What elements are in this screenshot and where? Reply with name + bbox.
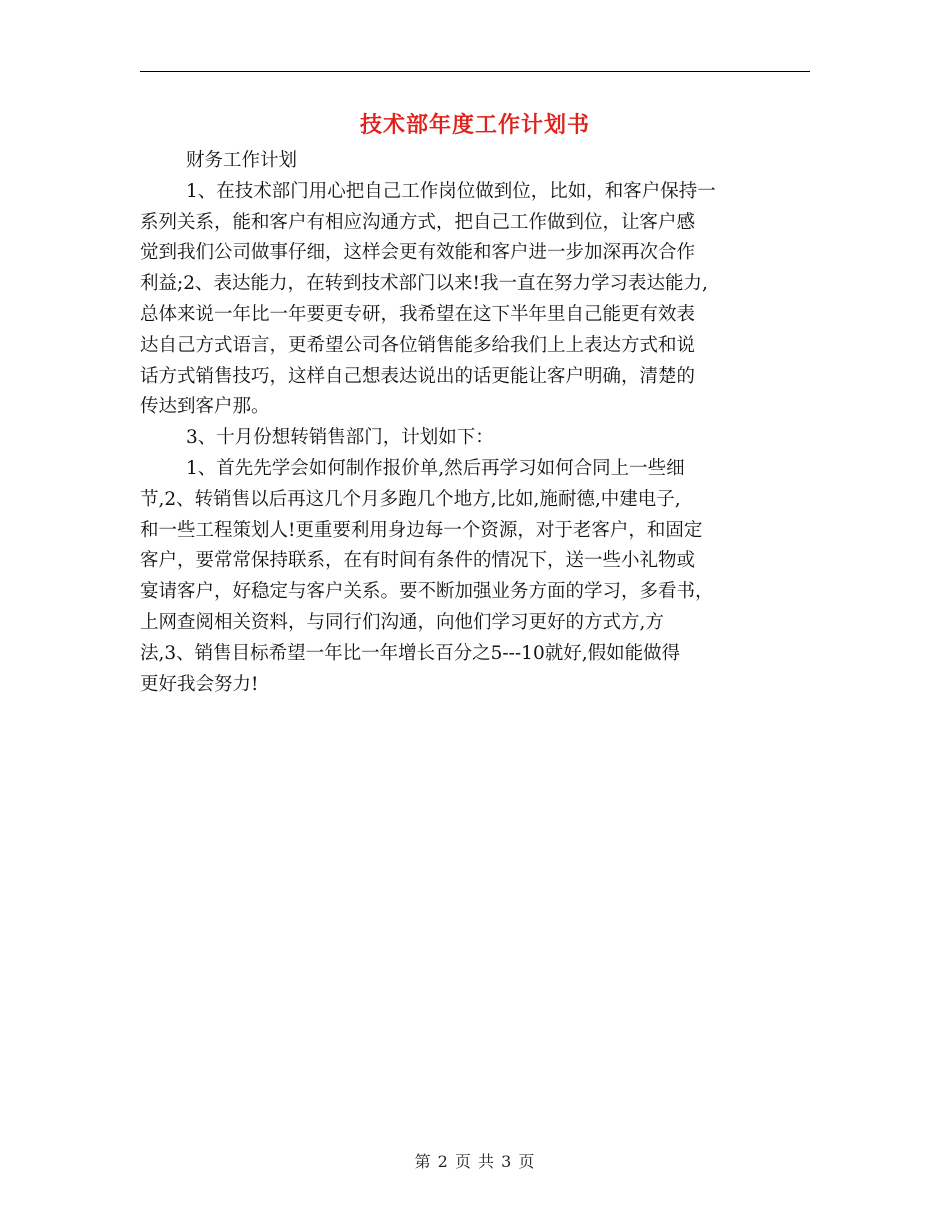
document-title: 技术部年度工作计划书 <box>359 112 590 138</box>
text-line: 话方式销售技巧，这样自己想表达说出的话更能让客户明确，清楚的 <box>140 365 696 387</box>
text-line: 客户，要常常保持联系，在有时间有条件的情况下，送一些小礼物或 <box>140 550 696 572</box>
text-line: 法,3、销售目标希望一年比一年增长百分之5---10就好,假如能做得 <box>140 642 681 664</box>
text-line: 觉到我们公司做事仔细，这样会更有效能和客户进一步加深再次合作 <box>140 242 696 264</box>
text-line: 3、十月份想转销售部门，计划如下： <box>186 427 494 449</box>
text-line: 利益;2、表达能力，在转到技术部门以来!我一直在努力学习表达能力, <box>140 273 708 295</box>
text-line: 和一些工程策划人!更重要利用身边每一个资源，对于老客户，和固定 <box>140 519 703 541</box>
text-line: 节,2、转销售以后再这几个月多跑几个地方,比如,施耐德,中建电子, <box>140 488 681 510</box>
text-line: 1、首先先学会如何制作报价单,然后再学习如何合同上一些细 <box>186 457 685 479</box>
text-line: 财务工作计划 <box>186 150 298 171</box>
text-line: 1、在技术部门用心把自己工作岗位做到位，比如，和客户保持一 <box>186 180 716 202</box>
text-line: 更好我会努力! <box>140 673 259 695</box>
text-line: 总体来说一年比一年要更专研，我希望在这下半年里自己能更有效表 <box>140 303 696 325</box>
text-line: 宴请客户，好稳定与客户关系。要不断加强业务方面的学习，多看书， <box>140 581 714 603</box>
document-body <box>140 146 812 700</box>
text-line: 系列关系，能和客户有相应沟通方式，把自己工作做到位，让客户感 <box>140 211 696 233</box>
text-line: 传达到客户那。 <box>140 396 270 418</box>
text-line: 上网查阅相关资料，与同行们沟通，向他们学习更好的方式方,方 <box>140 611 664 633</box>
page-number: 第 2 页 共 3 页 <box>414 1152 536 1171</box>
header-rule <box>140 71 810 72</box>
text-line: 达自己方式语言，更希望公司各位销售能多给我们上上表达方式和说 <box>140 334 696 356</box>
